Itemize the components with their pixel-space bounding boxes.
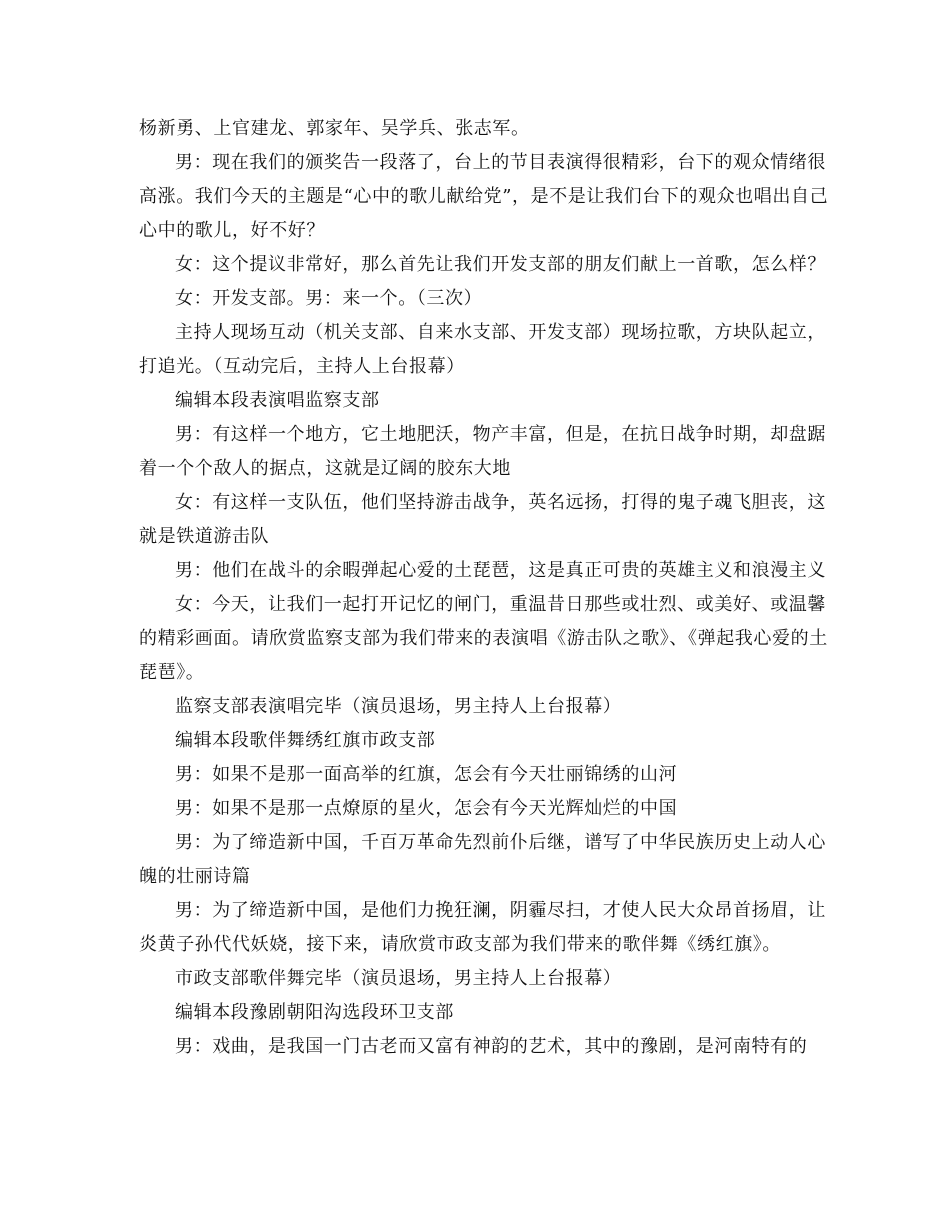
paragraph-1: 杨新勇、上官建龙、郭家年、吴学兵、张志军。	[139, 118, 530, 139]
paragraph-5: 主持人现场互动（机关支部、自来水支部、开发支部）现场拉歌，方块队起立，打追光。（互动完后，主持人上台报幕）	[139, 322, 826, 377]
paragraph-10: 女：今天，让我们一起打开记忆的闸门，重温昔日那些或壮烈、或美好、或温馨的精彩画面。请欣赏监察支部为我们带来的表演唱《游击队之歌》、《弹起我心爱的土琵琶》。	[139, 594, 828, 683]
paragraph-17: 市政支部歌伴舞完毕（演员退场，男主持人上台报幕）	[175, 968, 622, 989]
section-heading-huanwei: 编辑本段豫剧朝阳沟选段环卫支部	[175, 1002, 454, 1023]
paragraph-4: 女：开发支部。男：来一个。（三次）	[175, 288, 483, 309]
paragraph-19: 男：戏曲，是我国一门古老而又富有神韵的艺术，其中的豫剧，是河南特有的	[175, 1036, 808, 1057]
section-heading-jiancha: 编辑本段表演唱监察支部	[175, 390, 380, 411]
paragraph-14: 男：如果不是那一点燎原的星火，怎会有今天光辉灿烂的中国	[175, 798, 678, 819]
paragraph-11: 监察支部表演唱完毕（演员退场，男主持人上台报幕）	[175, 696, 622, 717]
paragraph-13: 男：如果不是那一面高举的红旗，怎会有今天壮丽锦绣的山河	[175, 764, 678, 785]
document-body	[139, 112, 829, 1064]
paragraph-7: 男：有这样一个地方，它土地肥沃，物产丰富，但是，在抗日战争时期，却盘踞着一个个敌人的据点，这就是辽阔的胶东大地	[139, 424, 826, 479]
paragraph-8: 女：有这样一支队伍，他们坚持游击战争，英名远扬，打得的鬼子魂飞胆丧，这就是铁道游击队	[139, 492, 826, 547]
paragraph-9: 男：他们在战斗的余暇弹起心爱的土琵琶，这是真正可贵的英雄主义和浪漫主义	[175, 560, 826, 581]
paragraph-16: 男：为了缔造新中国，是他们力挽狂澜，阴霾尽扫，才使人民大众昂首扬眉，让炎黄子孙代代妖娆，接下来，请欣赏市政支部为我们带来的歌伴舞《绣红旗》。	[139, 900, 826, 955]
section-heading-shizheng: 编辑本段歌伴舞绣红旗市政支部	[175, 730, 436, 751]
paragraph-15: 男：为了缔造新中国，千百万革命先烈前仆后继，谱写了中华民族历史上动人心魄的壮丽诗篇	[139, 832, 826, 887]
paragraph-3: 女：这个提议非常好，那么首先让我们开发支部的朋友们献上一首歌，怎么样？	[175, 254, 826, 275]
paragraph-2: 男：现在我们的颁奖告一段落了，台上的节目表演得很精彩，台下的观众情绪很高涨。我们今天的主题是“心中的歌儿献给党”，是不是让我们台下的观众也唱出自己心中的歌儿，好不好？	[139, 152, 829, 241]
